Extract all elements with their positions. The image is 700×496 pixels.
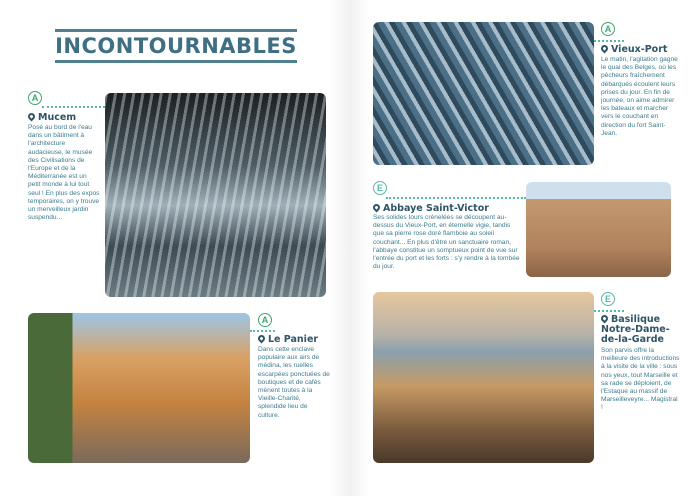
- page-title: INCONTOURNABLES: [55, 34, 297, 58]
- entry-heading-vieux-port: Vieux-Port: [601, 45, 667, 55]
- dotted-connector: [594, 40, 624, 42]
- dotted-connector: [386, 197, 526, 199]
- zone-badge: A: [601, 22, 615, 36]
- entry-text-vieux-port: Le matin, l'agitation gagne le quai des Belges, où les pêcheurs fraîchement débarqués écoulent leurs prises du jour. En fin de journée, on aime admirer les bateaux et marcher vers le couchant en direction du fort Saint-Jean.: [601, 56, 678, 137]
- entry-heading-abbaye: Abbaye Saint-Victor: [373, 204, 489, 214]
- abbaye-saint-victor-photo: [526, 182, 671, 277]
- dotted-connector: [594, 310, 624, 312]
- entry-text-le-panier: Dans cette enclave populaire aux airs de médina, les ruelles escarpées ponctuées de boutiques et de cafés mènent toutes à la Vieille-Charité, splendide lieu de culture.: [258, 346, 330, 419]
- location-pin-icon: [372, 203, 382, 213]
- zone-badge: E: [373, 181, 387, 195]
- dotted-connector: [42, 106, 105, 108]
- location-pin-icon: [257, 334, 267, 344]
- section-title-banner: [55, 29, 297, 63]
- dotted-connector: [250, 330, 275, 332]
- notre-dame-de-la-garde-photo: [373, 292, 594, 463]
- entry-text-mucem: Posé au bord de l'eau dans un bâtiment à l'architecture audacieuse, le musée des Civilisations de l'Europe et de la Méditerranée est un petit monde à lui tout seul ! En plus des expos temporaires, on y trouve un merveilleux jardin suspendu...: [28, 124, 100, 222]
- entry-text-basilique: Son parvis offre la meilleure des introductions à la visite de la ville : sous nos yeux, tout Marseille et sa rade se déploient, de l'Estaque au massif de Marseilleveyre... Magistral !: [601, 347, 680, 412]
- entry-heading-le-panier: Le Panier: [258, 335, 318, 345]
- vieux-port-fish-photo: [373, 22, 594, 165]
- le-panier-photo: [28, 313, 250, 463]
- entry-heading-mucem: Mucem: [28, 113, 76, 123]
- zone-badge: E: [601, 292, 615, 306]
- entry-heading-basilique: Basilique Notre-Dame-de-la-Garde: [601, 314, 670, 345]
- mucem-photo: [105, 93, 326, 297]
- page-gutter: [330, 0, 370, 496]
- location-pin-icon: [27, 112, 37, 122]
- zone-badge: A: [28, 91, 42, 105]
- entry-text-abbaye: Ses solides tours crénelées se découpent au-dessus du Vieux-Port, en éternelle vigie, tandis que sa pierre rose doré flamboie au soleil couchant... En plus d'être un sanctuaire roman, l'abbaye constitue un somptueux point de vue sur l'entrée du port et les forts : s'y rendre à la tombée du jour.: [373, 214, 520, 271]
- zone-badge: A: [258, 313, 272, 327]
- location-pin-icon: [600, 44, 610, 54]
- location-pin-icon: [600, 314, 610, 324]
